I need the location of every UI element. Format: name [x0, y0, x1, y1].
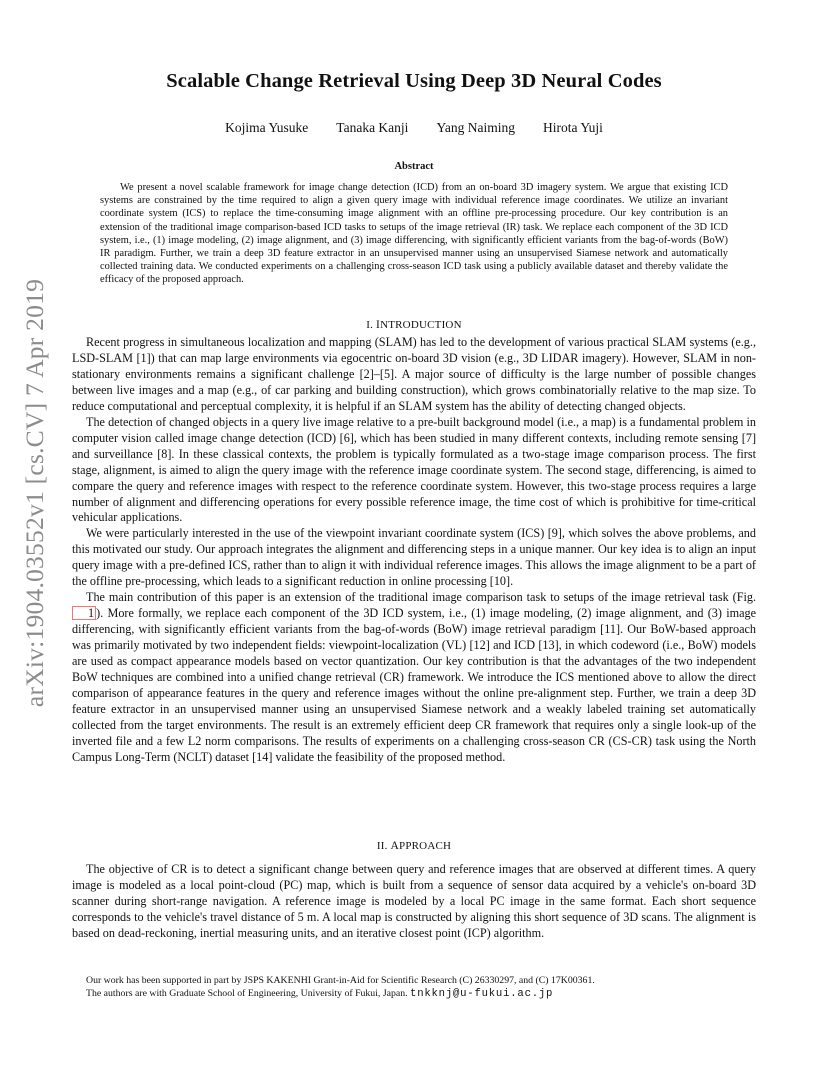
- section-numeral: I.: [366, 319, 374, 331]
- paper-title: Scalable Change Retrieval Using Deep 3D Neural Codes: [166, 70, 662, 92]
- arxiv-identifier[interactable]: arXiv:1904.03552v1 [cs.CV] 7 Apr 2019: [20, 278, 49, 708]
- author-name: Kojima Yusuke: [225, 120, 309, 135]
- footnotes: [72, 974, 762, 1001]
- email-address[interactable]: tnkknj@u-fukui.ac.jp: [410, 988, 554, 1001]
- section-heading-approach: [0, 840, 828, 852]
- figure-reference-link[interactable]: 1: [72, 606, 96, 620]
- section-title-initial: I: [376, 319, 381, 331]
- section-heading-introduction: [0, 319, 828, 331]
- paragraph: The objective of CR is to detect a significant change between query and reference images that are observed at different times. A query image is modeled as a local point-cloud (PC) map, which is built from a sequence of sensor data acquired by a vehicle's on-board 3D scanner during short-range navigation. A reference image is modeled by a local PC image in the same format. Each short sequence corresponds to the vehicle's travel distance of 5 m. A local map is constructed by aligning this short sequence of 3D scans. The alignment is based on dead-reckoning, inertial measuring units, and an iterative closest point (ICP) algorithm.: [72, 862, 756, 940]
- paragraph: We were particularly interested in the use of the viewpoint invariant coordinate system (ICS) [9], which solves the above problems, and this motivated our study. Our approach integrates the alignment and differencing steps in a unique manner. Our key idea is to align an input query image with a pre-defined ICS, rather than to align it with individual reference images. This allows the image alignment to be a part of the offline pre-processing, which leads to a significant reduction in online processing [10].: [72, 526, 756, 589]
- funding-footnote: Our work has been supported in part by JSPS KAKENHI Grant-in-Aid for Scientific Research (C) 26330297, and (C) 17K00361.: [86, 975, 595, 986]
- arxiv-stamp: [14, 262, 56, 724]
- section-title-rest: NTRODUCTION: [380, 319, 462, 331]
- abstract-text: We present a novel scalable framework for image change detection (ICD) from an on-board 3D imagery system. We argue that existing ICD systems are constrained by the time required to align a given query image with individual reference image coordinates. We utilize an invariant coordinate system (ICS) to replace the time-consuming image alignment with an offline pre-processing procedure. Our key contribution is an extension of the traditional image comparison-based ICD tasks to setups of the image retrieval (IR) task. We replace each component of the 3D ICD system, i.e., (1) image modeling, (2) image alignment, and (3) image differencing, with significantly efficient variants from the bag-of-words (BoW) IR paradigm. Further, we train a deep 3D feature extractor in an unsupervised manner using an unsupervised Siamese network and automatically collected training data. We conducted experiments on a challenging cross-season ICD task using a publicly available dataset and thereby validate the efficacy of the proposed approach.: [100, 182, 728, 286]
- section-numeral: II.: [376, 840, 388, 852]
- affiliation-footnote: [72, 987, 762, 1001]
- introduction-body: [72, 335, 756, 766]
- paragraph: [72, 590, 756, 765]
- author-list: [0, 120, 828, 136]
- paragraph: The detection of changed objects in a query live image relative to a pre-built background model (i.e., a map) is a fundamental problem in computer vision called image change detection (ICD) [6], which has been studied in many different contexts, including remote sensing [7] and surveillance [8]. In these classical contexts, the problem is typically formulated as a two-stage image comparison process. The first stage, alignment, is aimed to align the query image with the reference image coordinate system. The second stage, differencing, is aimed to compare the query and reference images with respect to the reference coordinate system. However, this two-stage process requires a large number of alignment and differencing operations for every possible reference image, the time cost of which is prohibitive for time-critical vehicular applications.: [72, 414, 756, 525]
- paragraph-text: ). More formally, we replace each component of the 3D ICD system, i.e., (1) image modeling, (2) image alignment, and (3) image differencing, with significantly efficient variants from the bag-of-words (BoW) image retrieval paradigm [11]. Our BoW-based approach was primarily motivated by two independent fields: viewpoint-localization (VL) [12] and ICD [13], in which codeword (i.e., BoW) models are used as compact appearance models based on vector quantization. Our key contribution is that the advantages of the two independent BoW techniques are combined into a unified change retrieval (CR) framework. We introduce the ICS mentioned above to allow the direct comparison of appearance features in the query and reference images without the online pre-alignment step. Further, we train a deep 3D feature extractor in an unsupervised manner using an unsupervised Siamese network and a weakly labeled training set automatically collected from the target environments. The result is an extremely efficient deep CR framework that requires only a single look-up of the inverted file and a few L2 norm comparisons. The results of experiments on a challenging cross-season CR (CS-CR) task using the North Campus Long-Term (NCLT) dataset [14] validate the feasibility of the proposed method.: [72, 606, 756, 764]
- author-name: Tanaka Kanji: [336, 120, 409, 135]
- affiliation-text: The authors are with Graduate School of Engineering, University of Fukui, Japan.: [86, 988, 408, 1000]
- section-title-initial: A: [390, 840, 399, 852]
- abstract-heading: Abstract: [394, 161, 434, 172]
- paragraph-text: The main contribution of this paper is an extension of the traditional image comparison task to setups of the image retrieval task (Fig.: [86, 590, 756, 605]
- approach-body: [72, 862, 756, 942]
- author-name: Yang Naiming: [436, 120, 515, 135]
- paragraph: Recent progress in simultaneous localization and mapping (SLAM) has led to the development of various practical SLAM systems (e.g., LSD-SLAM [1]) that can map large environments via egocentric on-board 3D vision (e.g., 3D LIDAR imagery). However, SLAM in non-stationary environments remains a significant challenge [2]–[5]. A major source of difficulty is the large number of possible changes between live images and a map (e.g., of car parking and building construction), which grows combinatorially relative to the map size. To reduce computational and perceptual complexity, it is helpful if an SLAM system has the ability of detecting changed objects.: [72, 335, 756, 413]
- author-name: Hirota Yuji: [542, 120, 603, 135]
- section-title-rest: PPROACH: [399, 840, 452, 852]
